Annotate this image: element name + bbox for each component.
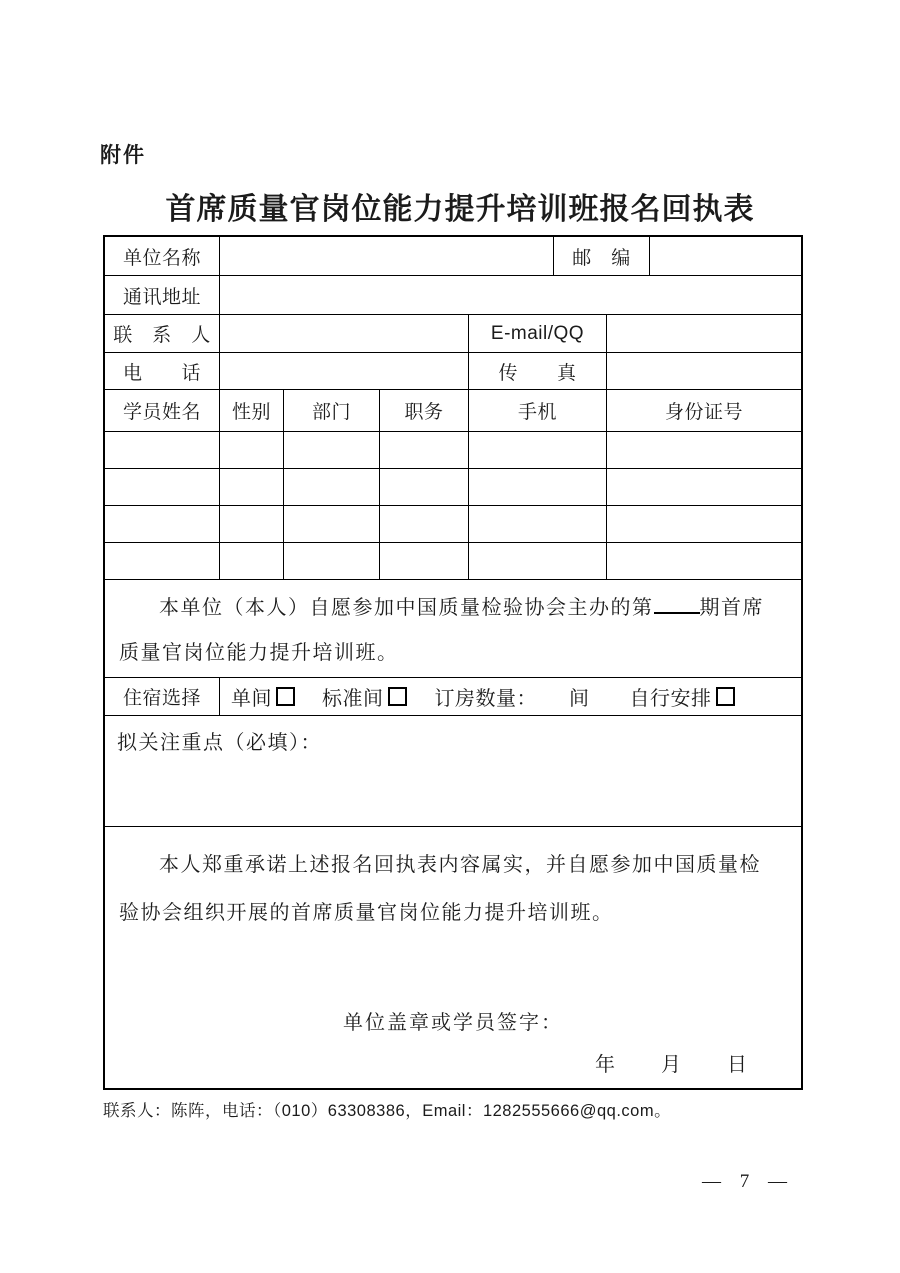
student-row xyxy=(105,543,801,580)
postal-code-label: 邮 编 xyxy=(554,237,650,275)
signature-label: 单位盖章或学员签字： xyxy=(343,1012,563,1034)
email-input[interactable] xyxy=(607,315,801,352)
student-department-cell[interactable] xyxy=(284,506,380,542)
lodging-label: 住宿选择 xyxy=(105,678,220,715)
participation-statement xyxy=(105,580,801,677)
self-arrange-checkbox-icon[interactable] xyxy=(716,687,735,706)
statement-line2: 质量官岗位能力提升培训班。 xyxy=(119,642,399,664)
lodging-row xyxy=(105,678,801,716)
student-mobile-cell[interactable] xyxy=(469,469,607,505)
unit-name-label: 单位名称 xyxy=(105,237,220,275)
student-name-cell[interactable] xyxy=(105,543,220,579)
student-gender-cell[interactable] xyxy=(220,506,284,542)
student-position-header: 职务 xyxy=(380,390,469,431)
lodging-option-single-label: 单间 xyxy=(231,688,272,710)
lodging-quantity-unit: 间 xyxy=(569,688,590,710)
lodging-option-standard-label: 标准间 xyxy=(322,688,384,710)
statement-row xyxy=(105,580,801,678)
student-row xyxy=(105,432,801,469)
contact-label: 联 系 人 xyxy=(105,315,220,352)
session-number-blank[interactable] xyxy=(654,610,700,614)
statement-line1 xyxy=(119,586,787,631)
student-name-cell[interactable] xyxy=(105,469,220,505)
postal-code-input[interactable] xyxy=(650,237,801,275)
student-name-cell[interactable] xyxy=(105,506,220,542)
student-mobile-header: 手机 xyxy=(469,390,607,431)
registration-form-table xyxy=(103,235,803,1090)
student-gender-cell[interactable] xyxy=(220,543,284,579)
student-position-cell[interactable] xyxy=(380,506,469,542)
focus-input-area[interactable] xyxy=(105,716,801,826)
student-row xyxy=(105,506,801,543)
student-id-cell[interactable] xyxy=(607,506,801,542)
commitment-line2: 验协会组织开展的首席质量官岗位能力提升培训班。 xyxy=(119,902,614,924)
fax-label: 传 真 xyxy=(469,353,607,389)
single-room-checkbox-icon[interactable] xyxy=(276,687,295,706)
date-line: 年 月 日 xyxy=(595,1054,749,1076)
phone-row xyxy=(105,353,801,390)
address-label: 通讯地址 xyxy=(105,276,220,314)
lodging-quantity-label: 订房数量： xyxy=(434,688,537,710)
statement-after-blank: 期首席 xyxy=(699,597,764,619)
student-gender-cell[interactable] xyxy=(220,469,284,505)
student-gender-header: 性别 xyxy=(220,390,284,431)
student-gender-cell[interactable] xyxy=(220,432,284,468)
students-header-row xyxy=(105,390,801,432)
standard-room-checkbox-icon[interactable] xyxy=(388,687,407,706)
student-department-header: 部门 xyxy=(284,390,380,431)
student-position-cell[interactable] xyxy=(380,543,469,579)
student-department-cell[interactable] xyxy=(284,469,380,505)
email-label: E-mail/QQ xyxy=(469,315,607,352)
student-row xyxy=(105,469,801,506)
page-title: 首席质量官岗位能力提升培训班报名回执表 xyxy=(165,193,755,226)
student-position-cell[interactable] xyxy=(380,432,469,468)
focus-row xyxy=(105,716,801,827)
student-id-cell[interactable] xyxy=(607,469,801,505)
student-mobile-cell[interactable] xyxy=(469,506,607,542)
commitment-text xyxy=(105,827,801,937)
student-name-header: 学员姓名 xyxy=(105,390,220,431)
student-mobile-cell[interactable] xyxy=(469,543,607,579)
student-department-cell[interactable] xyxy=(284,543,380,579)
lodging-option-self-label: 自行安排 xyxy=(629,688,712,710)
student-mobile-cell[interactable] xyxy=(469,432,607,468)
address-row xyxy=(105,276,801,315)
phone-input[interactable] xyxy=(220,353,469,389)
student-position-cell[interactable] xyxy=(380,469,469,505)
focus-label: 拟关注重点（必填）： xyxy=(117,732,322,754)
fax-input[interactable] xyxy=(607,353,801,389)
student-id-header: 身份证号 xyxy=(664,402,743,423)
page-number: — 7 — xyxy=(702,1171,794,1192)
student-department-cell[interactable] xyxy=(284,432,380,468)
commitment-line1: 本人郑重承诺上述报名回执表内容属实，并自愿参加中国质量检 xyxy=(159,854,761,876)
student-id-cell[interactable] xyxy=(607,543,801,579)
unit-name-row xyxy=(105,237,801,276)
attachment-label: 附件 xyxy=(100,144,146,167)
address-input[interactable] xyxy=(220,276,801,314)
phone-label: 电 话 xyxy=(105,353,220,389)
footer-contact-note: 联系人：陈阵，电话：（010）63308386，Email：1282555666@qq.com。 xyxy=(103,1102,672,1120)
statement-before-blank: 本单位（本人）自愿参加中国质量检验协会主办的第 xyxy=(159,597,654,619)
commitment-area xyxy=(105,827,801,1088)
commitment-row xyxy=(105,827,801,1088)
unit-name-input[interactable] xyxy=(220,237,554,275)
contact-row xyxy=(105,315,801,353)
student-id-cell[interactable] xyxy=(607,432,801,468)
contact-input[interactable] xyxy=(220,315,469,352)
student-name-cell[interactable] xyxy=(105,432,220,468)
lodging-options xyxy=(220,678,801,715)
